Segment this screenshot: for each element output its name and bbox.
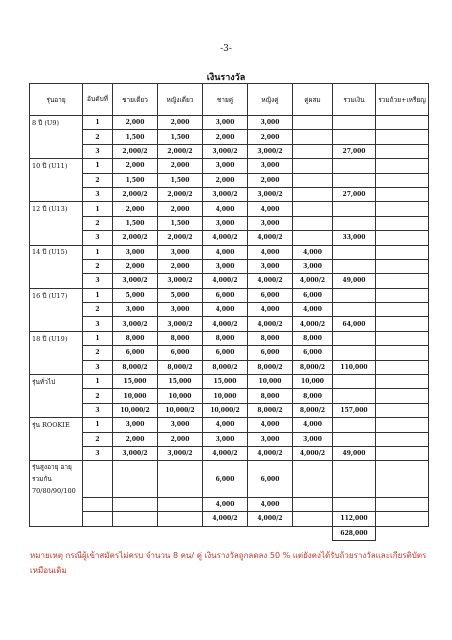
empty-cell xyxy=(30,526,83,540)
prize-cell: 3,000 xyxy=(203,259,248,273)
table-row xyxy=(30,159,429,173)
prize-cell: 1,500 xyxy=(113,216,158,230)
age-category-cell xyxy=(30,303,83,317)
empty-cell xyxy=(203,526,248,540)
prize-cell: 8,000 xyxy=(203,331,248,345)
total-cell xyxy=(333,245,376,259)
prize-cell: 4,000 xyxy=(293,418,333,432)
prize-cell: 4,000 xyxy=(248,418,293,432)
prize-cell: 2,000/2 xyxy=(113,187,158,201)
prize-cell xyxy=(376,187,429,201)
rank-cell: 3 xyxy=(83,360,113,374)
prize-cell: 4,000/2 xyxy=(203,231,248,245)
empty-cell xyxy=(158,526,203,540)
prize-cell: 8,000 xyxy=(158,331,203,345)
age-category-cell xyxy=(30,259,83,273)
total-cell xyxy=(333,346,376,360)
rank-cell: 1 xyxy=(83,418,113,432)
page-number: -3- xyxy=(220,44,232,54)
prize-cell: 4,000/2 xyxy=(248,274,293,288)
prize-cell: 2,000 xyxy=(158,159,203,173)
age-category-cell xyxy=(30,446,83,460)
total-cell: 110,000 xyxy=(333,360,376,374)
prize-cell xyxy=(293,187,333,201)
prize-cell: 10,000 xyxy=(203,389,248,403)
prize-cell xyxy=(376,512,429,526)
prize-cell xyxy=(376,116,429,130)
grand-total-cell: 628,000 xyxy=(333,526,376,540)
prize-cell xyxy=(376,432,429,446)
prize-cell xyxy=(376,360,429,374)
empty-cell xyxy=(83,526,113,540)
table-row xyxy=(30,130,429,144)
empty-cell xyxy=(293,526,333,540)
prize-cell: 8,000/2 xyxy=(158,360,203,374)
rank-cell: 2 xyxy=(83,173,113,187)
prize-cell xyxy=(376,231,429,245)
prize-cell xyxy=(376,317,429,331)
prize-cell: 3,000/2 xyxy=(113,446,158,460)
empty-cell xyxy=(248,526,293,540)
table-row xyxy=(30,245,429,259)
prize-cell: 4,000 xyxy=(248,202,293,216)
total-cell xyxy=(333,130,376,144)
prize-cell: 1,500 xyxy=(158,216,203,230)
column-header: อันดับที่ xyxy=(83,84,113,116)
age-category-cell: 10 ปี (U11) xyxy=(30,159,83,173)
prize-cell: 8,000/2 xyxy=(248,403,293,417)
prize-cell xyxy=(376,144,429,158)
prize-cell: 3,000 xyxy=(113,245,158,259)
total-cell: 49,000 xyxy=(333,446,376,460)
age-category-cell xyxy=(30,130,83,144)
table-row xyxy=(30,331,429,345)
empty-cell xyxy=(376,526,429,540)
rank-cell: 2 xyxy=(83,303,113,317)
prize-cell xyxy=(376,418,429,432)
prize-cell xyxy=(158,497,203,511)
total-cell xyxy=(333,159,376,173)
prize-cell: 4,000/2 xyxy=(248,231,293,245)
column-header: หญิงคู่ xyxy=(248,84,293,116)
prize-table xyxy=(29,83,429,541)
prize-cell: 4,000/2 xyxy=(203,274,248,288)
prize-cell xyxy=(293,497,333,511)
rank-cell: 1 xyxy=(83,159,113,173)
prize-cell: 10,000 xyxy=(293,375,333,389)
prize-cell: 4,000/2 xyxy=(203,317,248,331)
prize-cell: 5,000 xyxy=(113,288,158,302)
total-cell xyxy=(333,303,376,317)
rank-cell xyxy=(83,512,113,526)
prize-cell xyxy=(293,144,333,158)
prize-cell: 3,000/2 xyxy=(158,317,203,331)
prize-cell xyxy=(113,497,158,511)
prize-cell: 4,000/2 xyxy=(248,317,293,331)
table-row xyxy=(30,461,429,498)
rank-cell xyxy=(83,461,113,498)
table-row xyxy=(30,389,429,403)
prize-cell: 2,000 xyxy=(158,259,203,273)
age-category-cell: 16 ปี (U17) xyxy=(30,288,83,302)
prize-cell: 4,000/2 xyxy=(248,446,293,460)
prize-cell xyxy=(376,497,429,511)
table-row xyxy=(30,497,429,511)
prize-cell: 3,000/2 xyxy=(113,274,158,288)
prize-cell: 4,000/2 xyxy=(203,446,248,460)
age-category-cell xyxy=(30,346,83,360)
prize-cell: 3,000 xyxy=(113,303,158,317)
prize-cell: 2,000 xyxy=(113,259,158,273)
prize-cell: 8,000/2 xyxy=(203,360,248,374)
age-category-cell: รุ่น ROOKIE xyxy=(30,418,83,432)
prize-cell: 4,000 xyxy=(248,245,293,259)
prize-cell xyxy=(376,446,429,460)
column-header: หญิงเดี่ยว xyxy=(158,84,203,116)
prize-cell: 1,500 xyxy=(113,173,158,187)
table-row xyxy=(30,116,429,130)
prize-cell: 8,000/2 xyxy=(293,403,333,417)
prize-cell: 6,000 xyxy=(248,346,293,360)
total-cell: 33,000 xyxy=(333,231,376,245)
prize-cell: 2,000/2 xyxy=(158,187,203,201)
age-category-cell xyxy=(30,403,83,417)
total-cell xyxy=(333,389,376,403)
rank-cell xyxy=(83,497,113,511)
prize-cell: 8,000/2 xyxy=(248,360,293,374)
rank-cell: 2 xyxy=(83,216,113,230)
age-category-cell xyxy=(30,432,83,446)
table-row xyxy=(30,216,429,230)
footnote: หมายเหตุ กรณีผู้เข้าสมัครไม่ครบ จำนวน 8 คน/ คู่ เงินรางวัลถูกลดลง 50 % แต่ยังคงได้รับถ้วยรางวัลและเกียรติบัตรเหมือนเดิม xyxy=(30,551,427,575)
prize-cell: 4,000 xyxy=(203,418,248,432)
table-row xyxy=(30,274,429,288)
prize-cell: 6,000 xyxy=(113,346,158,360)
prize-cell: 4,000 xyxy=(293,245,333,259)
total-cell xyxy=(333,331,376,345)
prize-cell: 3,000 xyxy=(113,418,158,432)
prize-cell: 4,000/2 xyxy=(203,512,248,526)
prize-cell xyxy=(376,375,429,389)
prize-cell: 2,000 xyxy=(203,130,248,144)
prize-cell: 4,000 xyxy=(248,303,293,317)
rank-cell: 1 xyxy=(83,245,113,259)
prize-cell: 8,000 xyxy=(248,389,293,403)
prize-cell: 10,000/2 xyxy=(158,403,203,417)
table-row xyxy=(30,317,429,331)
prize-cell: 4,000 xyxy=(203,303,248,317)
column-header: คู่ผสม xyxy=(293,84,333,116)
rank-cell: 1 xyxy=(83,202,113,216)
prize-cell: 2,000 xyxy=(203,173,248,187)
grand-total-row xyxy=(30,526,429,540)
total-cell: 157,000 xyxy=(333,403,376,417)
prize-cell xyxy=(376,130,429,144)
total-cell xyxy=(333,216,376,230)
prize-cell xyxy=(376,288,429,302)
prize-cell: 2,000 xyxy=(158,116,203,130)
prize-cell: 3,000/2 xyxy=(248,144,293,158)
prize-cell xyxy=(158,461,203,498)
rank-cell: 2 xyxy=(83,346,113,360)
prize-cell: 4,000 xyxy=(203,245,248,259)
prize-cell: 4,000 xyxy=(293,303,333,317)
age-category-cell xyxy=(30,512,83,526)
table-row xyxy=(30,360,429,374)
prize-cell: 2,000 xyxy=(158,432,203,446)
total-cell xyxy=(333,375,376,389)
prize-cell xyxy=(376,202,429,216)
prize-cell: 2,000 xyxy=(113,432,158,446)
table-row xyxy=(30,403,429,417)
prize-cell xyxy=(113,461,158,498)
rank-cell: 1 xyxy=(83,331,113,345)
column-header: ชายคู่ xyxy=(203,84,248,116)
rank-cell: 3 xyxy=(83,317,113,331)
prize-cell: 1,500 xyxy=(158,173,203,187)
prize-cell: 10,000 xyxy=(113,389,158,403)
prize-cell: 2,000/2 xyxy=(113,144,158,158)
total-cell xyxy=(333,259,376,273)
rank-cell: 2 xyxy=(83,389,113,403)
table-row xyxy=(30,231,429,245)
prize-cell: 3,000 xyxy=(248,116,293,130)
rank-cell: 2 xyxy=(83,432,113,446)
table-row xyxy=(30,446,429,460)
prize-cell: 2,000 xyxy=(113,202,158,216)
prize-cell: 3,000 xyxy=(293,432,333,446)
prize-cell: 4,000/2 xyxy=(293,317,333,331)
prize-cell: 3,000/2 xyxy=(203,187,248,201)
rank-cell: 3 xyxy=(83,187,113,201)
prize-cell: 2,000 xyxy=(248,173,293,187)
prize-cell: 1,500 xyxy=(158,130,203,144)
prize-cell xyxy=(376,331,429,345)
prize-cell: 2,000/2 xyxy=(158,144,203,158)
prize-cell: 6,000 xyxy=(248,288,293,302)
prize-cell xyxy=(113,512,158,526)
prize-cell: 3,000 xyxy=(158,418,203,432)
total-cell: 49,000 xyxy=(333,274,376,288)
rank-cell: 3 xyxy=(83,403,113,417)
prize-cell: 15,000 xyxy=(113,375,158,389)
prize-cell xyxy=(293,130,333,144)
table-row xyxy=(30,259,429,273)
prize-cell: 3,000 xyxy=(158,245,203,259)
prize-cell: 3,000 xyxy=(203,159,248,173)
prize-cell: 2,000 xyxy=(113,116,158,130)
age-category-cell: 18 ปี (U19) xyxy=(30,331,83,345)
prize-cell: 8,000/2 xyxy=(113,360,158,374)
prize-cell: 2,000/2 xyxy=(113,231,158,245)
prize-cell: 6,000 xyxy=(203,346,248,360)
prize-cell: 8,000/2 xyxy=(293,360,333,374)
column-header: ชายเดี่ยว xyxy=(113,84,158,116)
prize-cell: 4,000 xyxy=(203,202,248,216)
prize-cell: 15,000 xyxy=(158,375,203,389)
total-cell: 27,000 xyxy=(333,187,376,201)
age-category-cell: 8 ปี (U9) xyxy=(30,116,83,130)
prize-cell: 4,000 xyxy=(248,497,293,511)
age-category-cell xyxy=(30,187,83,201)
prize-cell: 6,000 xyxy=(158,346,203,360)
prize-cell xyxy=(376,274,429,288)
age-category-cell: 12 ปี (U13) xyxy=(30,202,83,216)
prize-cell: 6,000 xyxy=(293,346,333,360)
prize-cell: 3,000 xyxy=(203,216,248,230)
empty-cell xyxy=(113,526,158,540)
prize-cell: 1,500 xyxy=(113,130,158,144)
prize-cell: 8,000 xyxy=(293,389,333,403)
age-category-cell xyxy=(30,389,83,403)
age-category-cell xyxy=(30,231,83,245)
prize-cell: 3,000/2 xyxy=(113,317,158,331)
total-cell xyxy=(333,116,376,130)
prize-cell: 6,000 xyxy=(293,288,333,302)
prize-cell xyxy=(376,173,429,187)
prize-cell: 3,000/2 xyxy=(158,274,203,288)
prize-cell: 2,000 xyxy=(158,202,203,216)
age-category-cell: รุ่นทั่วไป xyxy=(30,375,83,389)
rank-cell: 2 xyxy=(83,259,113,273)
table-row xyxy=(30,288,429,302)
prize-cell: 3,000 xyxy=(203,116,248,130)
rank-cell: 2 xyxy=(83,130,113,144)
prize-cell: 6,000 xyxy=(203,461,248,498)
prize-cell: 4,000 xyxy=(203,497,248,511)
prize-cell: 4,000/2 xyxy=(293,446,333,460)
prize-cell xyxy=(376,389,429,403)
prize-cell xyxy=(376,216,429,230)
total-cell: 112,000 xyxy=(333,512,376,526)
rank-cell: 1 xyxy=(83,375,113,389)
prize-cell: 3,000 xyxy=(293,259,333,273)
prize-cell: 3,000/2 xyxy=(158,446,203,460)
age-category-cell xyxy=(30,144,83,158)
prize-cell: 3,000 xyxy=(248,216,293,230)
prize-cell: 5,000 xyxy=(158,288,203,302)
prize-cell xyxy=(376,346,429,360)
rank-cell: 1 xyxy=(83,288,113,302)
prize-cell xyxy=(376,159,429,173)
total-cell xyxy=(333,461,376,498)
age-category-cell xyxy=(30,317,83,331)
prize-cell: 10,000 xyxy=(248,375,293,389)
prize-cell xyxy=(293,116,333,130)
age-category-cell xyxy=(30,216,83,230)
total-cell xyxy=(333,432,376,446)
prize-cell: 10,000/2 xyxy=(203,403,248,417)
table-row xyxy=(30,202,429,216)
prize-cell: 6,000 xyxy=(203,288,248,302)
table-row xyxy=(30,432,429,446)
total-cell xyxy=(333,288,376,302)
prize-cell: 2,000/2 xyxy=(158,231,203,245)
column-header: รวมเงิน xyxy=(333,84,376,116)
age-category-cell xyxy=(30,497,83,511)
prize-cell xyxy=(293,216,333,230)
table-row xyxy=(30,346,429,360)
prize-cell xyxy=(293,231,333,245)
prize-cell xyxy=(293,461,333,498)
prize-cell xyxy=(376,403,429,417)
prize-cell: 4,000/2 xyxy=(248,512,293,526)
prize-cell xyxy=(293,173,333,187)
rank-cell: 3 xyxy=(83,144,113,158)
rank-cell: 3 xyxy=(83,231,113,245)
total-cell xyxy=(333,497,376,511)
table-row xyxy=(30,512,429,526)
prize-cell xyxy=(158,512,203,526)
column-header: รุ่นอายุ xyxy=(30,84,83,116)
prize-cell: 6,000 xyxy=(248,461,293,498)
prize-cell: 2,000 xyxy=(113,159,158,173)
rank-cell: 3 xyxy=(83,446,113,460)
prize-cell: 3,000 xyxy=(248,159,293,173)
table-row xyxy=(30,303,429,317)
age-category-cell: รุ่นสูงอายุ อายุรวมกัน 70/80/90/100 xyxy=(30,461,83,498)
age-category-cell xyxy=(30,173,83,187)
table-row xyxy=(30,144,429,158)
prize-cell: 3,000 xyxy=(203,432,248,446)
total-cell xyxy=(333,418,376,432)
prize-cell: 8,000 xyxy=(293,331,333,345)
table-row xyxy=(30,173,429,187)
prize-cell: 3,000/2 xyxy=(248,187,293,201)
total-cell xyxy=(333,173,376,187)
prize-cell xyxy=(376,245,429,259)
prize-cell xyxy=(293,512,333,526)
prize-cell: 3,000 xyxy=(248,432,293,446)
prize-cell: 3,000 xyxy=(158,303,203,317)
prize-cell: 3,000/2 xyxy=(203,144,248,158)
age-category-cell xyxy=(30,360,83,374)
prize-cell xyxy=(376,461,429,498)
column-header: รวมถ้วย+เหรียญ xyxy=(376,84,429,116)
table-caption: เงินรางวัล xyxy=(206,73,246,83)
age-category-cell: 14 ปี (U15) xyxy=(30,245,83,259)
total-cell xyxy=(333,202,376,216)
prize-cell: 4,000/2 xyxy=(293,274,333,288)
table-row xyxy=(30,375,429,389)
prize-cell xyxy=(376,303,429,317)
prize-cell: 8,000 xyxy=(248,331,293,345)
prize-cell: 10,000 xyxy=(158,389,203,403)
total-cell: 27,000 xyxy=(333,144,376,158)
prize-cell xyxy=(376,259,429,273)
total-cell: 64,000 xyxy=(333,317,376,331)
table-row xyxy=(30,418,429,432)
age-category-cell xyxy=(30,274,83,288)
rank-cell: 1 xyxy=(83,116,113,130)
header-row xyxy=(30,84,429,116)
prize-cell: 8,000 xyxy=(113,331,158,345)
rank-cell: 3 xyxy=(83,274,113,288)
prize-cell: 3,000 xyxy=(248,259,293,273)
table-row xyxy=(30,187,429,201)
prize-cell xyxy=(293,159,333,173)
prize-cell xyxy=(293,202,333,216)
prize-cell: 2,000 xyxy=(248,130,293,144)
prize-cell: 15,000 xyxy=(203,375,248,389)
prize-cell: 10,000/2 xyxy=(113,403,158,417)
